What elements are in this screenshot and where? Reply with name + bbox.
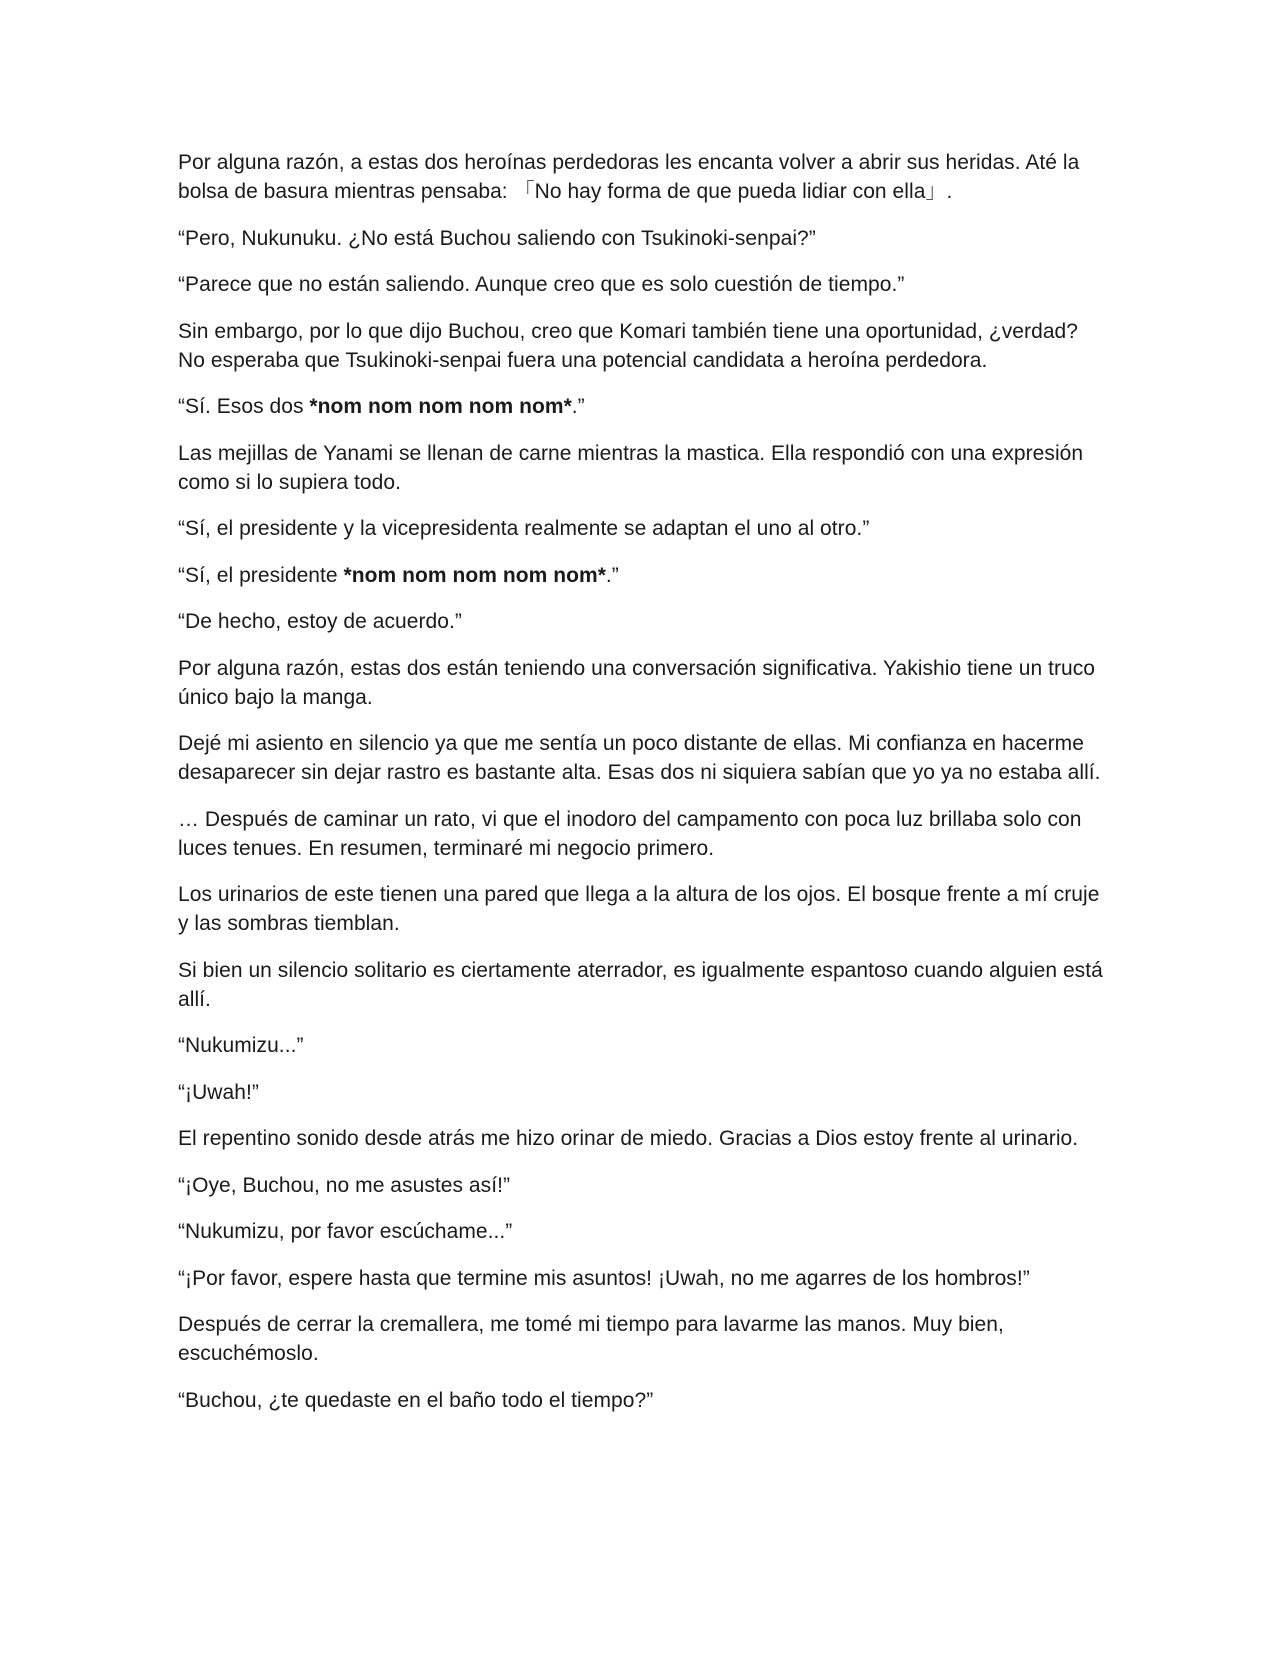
dialogue-line (178, 392, 1106, 421)
dialogue-line: “De hecho, estoy de acuerdo.” (178, 610, 462, 633)
dialogue-line: “¡Por favor, espere hasta que termine mis asuntos! ¡Uwah, no me agarres de los hombros!” (178, 1266, 1030, 1290)
paragraph: Los urinarios de este tienen una pared que llega a la altura de los ojos. El bosque frente a mí cruje y las sombras tiemblan. (178, 883, 1100, 935)
dialogue-line: “Parece que no están saliendo. Aunque creo que es solo cuestión de tiempo.” (178, 273, 905, 296)
paragraph: Las mejillas de Yanami se llenan de carne mientras la mastica. Ella respondió con una expresión como si lo supiera todo. (178, 441, 1084, 494)
dialogue-line: “Pero, Nukunuku. ¿No está Buchou saliendo con Tsukinoki-senpai?” (178, 226, 816, 250)
dialogue-line: “Nukumizu...” (178, 1034, 304, 1057)
dialogue-line: “¡Oye, Buchou, no me asustes así!” (178, 1173, 511, 1197)
paragraph: Después de cerrar la cremallera, me tomé mi tiempo para lavarme las manos. Muy bien, escuchémoslo. (178, 1313, 1004, 1365)
dialogue-text: “Sí, el presidente (178, 563, 344, 587)
paragraph: Por alguna razón, a estas dos heroínas perdedoras les encanta volver a abrir sus heridas. Até la bolsa de basura mientras pensaba: 「No hay forma de que pueda lidiar con ella」. (178, 151, 1080, 203)
paragraph: Sin embargo, por lo que dijo Buchou, creo que Komari también tiene una oportunidad, ¿verdad? No esperaba que Tsukinoki-senpai fuera una potencial candidata a heroína perdedora. (178, 319, 1079, 372)
dialogue-line: “Sí, el presidente y la vicepresidenta realmente se adaptan el uno al otro.” (178, 517, 870, 540)
paragraph: … Después de caminar un rato, vi que el inodoro del campamento con poca luz brillaba solo con luces tenues. En resumen, terminaré mi negocio primero. (178, 807, 1082, 860)
dialogue-line: “¡Uwah!” (178, 1080, 259, 1104)
sound-effect-bold: *nom nom nom nom nom* (309, 395, 572, 418)
document-body (178, 148, 1106, 1432)
dialogue-text: .” (605, 563, 619, 587)
paragraph: Si bien un silencio solitario es ciertamente aterrador, es igualmente espantoso cuando alguien está allí. (178, 958, 1103, 1011)
paragraph: Por alguna razón, estas dos están teniendo una conversación significativa. Yakishio tiene un truco único bajo la manga. (178, 656, 1096, 709)
paragraph: El repentino sonido desde atrás me hizo orinar de miedo. Gracias a Dios estoy frente al urinario. (178, 1127, 1079, 1150)
dialogue-text: .” (571, 395, 585, 418)
dialogue-text: “Sí. Esos dos (178, 395, 310, 418)
dialogue-line (178, 561, 1106, 590)
sound-effect-bold: *nom nom nom nom nom* (343, 563, 606, 587)
paragraph: Dejé mi asiento en silencio ya que me sentía un poco distante de ellas. Mi confianza en hacerme desaparecer sin dejar rastro es bastante alta. Esas dos ni siquiera sabían que yo ya no estaba allí. (178, 732, 1101, 784)
dialogue-line: “Buchou, ¿te quedaste en el baño todo el tiempo?” (178, 1388, 654, 1412)
dialogue-line: “Nukumizu, por favor escúchame...” (178, 1220, 513, 1243)
